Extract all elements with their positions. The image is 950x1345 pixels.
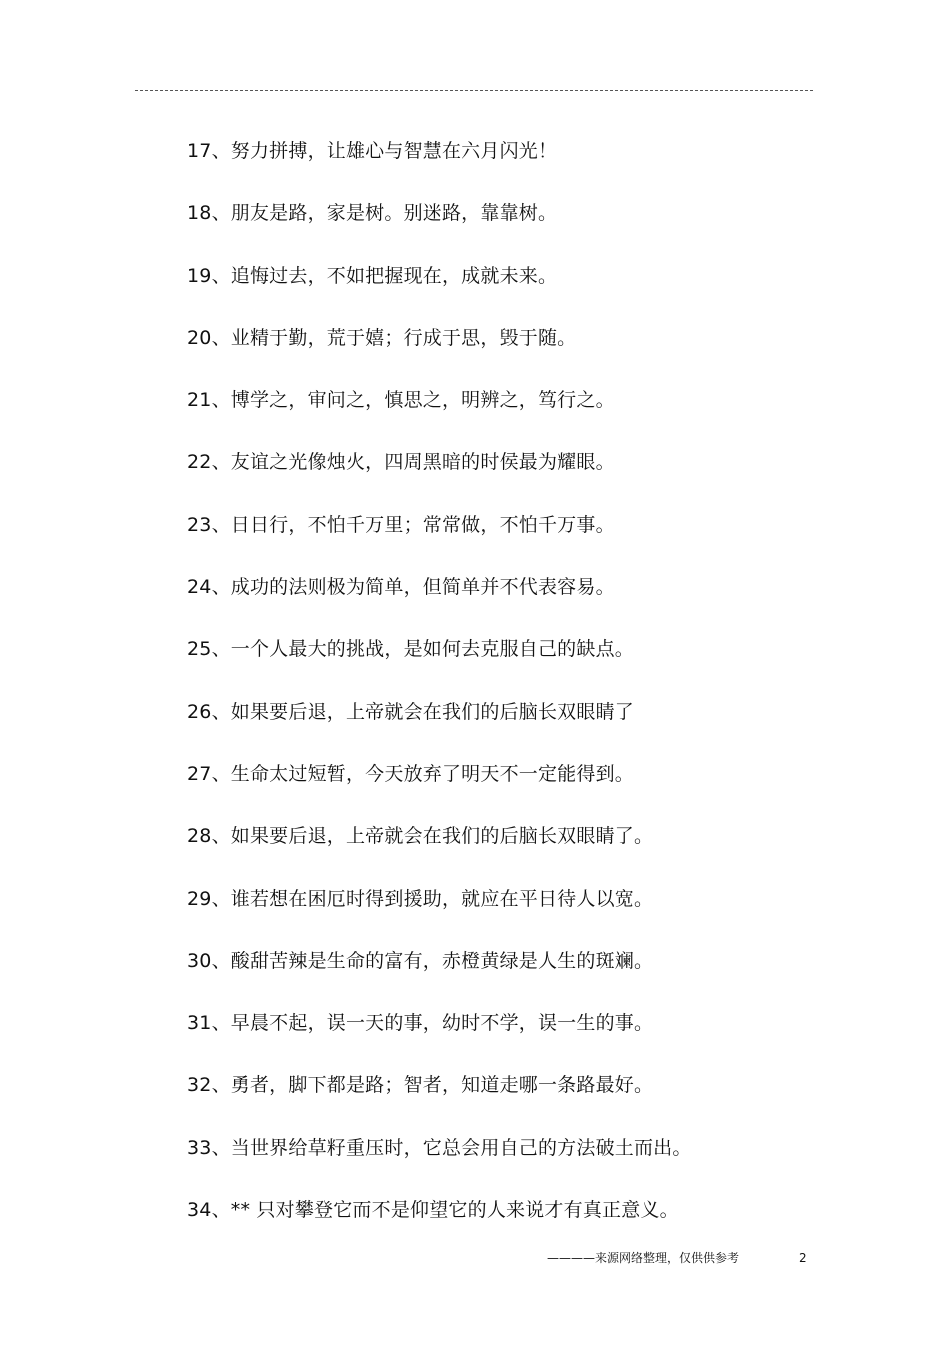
page-footer (520, 1247, 820, 1269)
quote-line: 26、如果要后退，上帝就会在我们的后脑长双眼睛了 (187, 700, 634, 723)
page-number: 2 (799, 1251, 807, 1265)
quote-line: 28、如果要后退，上帝就会在我们的后脑长双眼睛了。 (187, 825, 654, 848)
quote-line: 24、成功的法则极为简单，但简单并不代表容易。 (187, 576, 615, 599)
quote-line: 23、日日行，不怕千万里；常常做，不怕千万事。 (187, 513, 615, 536)
quote-line: 19、追悔过去，不如把握现在，成就未来。 (187, 264, 558, 287)
quote-line: 20、业精于勤，荒于嬉；行成于思，毁于随。 (187, 326, 577, 349)
quote-line: 18、朋友是路，家是树。别迷路，靠靠树。 (187, 202, 558, 225)
quote-line: 17、努力拼搏，让雄心与智慧在六月闪光！ (187, 140, 558, 162)
quote-line: 21、博学之，审问之，慎思之，明辨之，笃行之。 (187, 389, 615, 412)
footer-source-note: ————来源网络整理，仅供供参考 (547, 1251, 740, 1265)
quote-line: 25、一个人最大的挑战，是如何去克服自己的缺点。 (187, 638, 634, 661)
quote-line: 22、友谊之光像烛火，四周黑暗的时侯最为耀眼。 (187, 451, 615, 474)
quote-line: 27、生命太过短暂，今天放弃了明天不一定能得到。 (187, 762, 634, 785)
header-dashed-rule (135, 90, 813, 91)
quote-line: 30、酸甜苦辣是生命的富有，赤橙黄绿是人生的斑斓。 (187, 949, 654, 972)
quote-line: 32、勇者，脚下都是路；智者，知道走哪一条路最好。 (187, 1074, 654, 1097)
quote-line: 33、当世界给草籽重压时，它总会用自己的方法破土而出。 (187, 1136, 692, 1159)
quote-line: 29、谁若想在困厄时得到援助，就应在平日待人以宽。 (187, 887, 654, 910)
quote-line: 31、早晨不起，误一天的事，幼时不学，误一生的事。 (187, 1012, 654, 1035)
quote-line: 34、** 只对攀登它而不是仰望它的人来说才有真正意义。 (187, 1199, 679, 1222)
quote-list (187, 133, 887, 1254)
